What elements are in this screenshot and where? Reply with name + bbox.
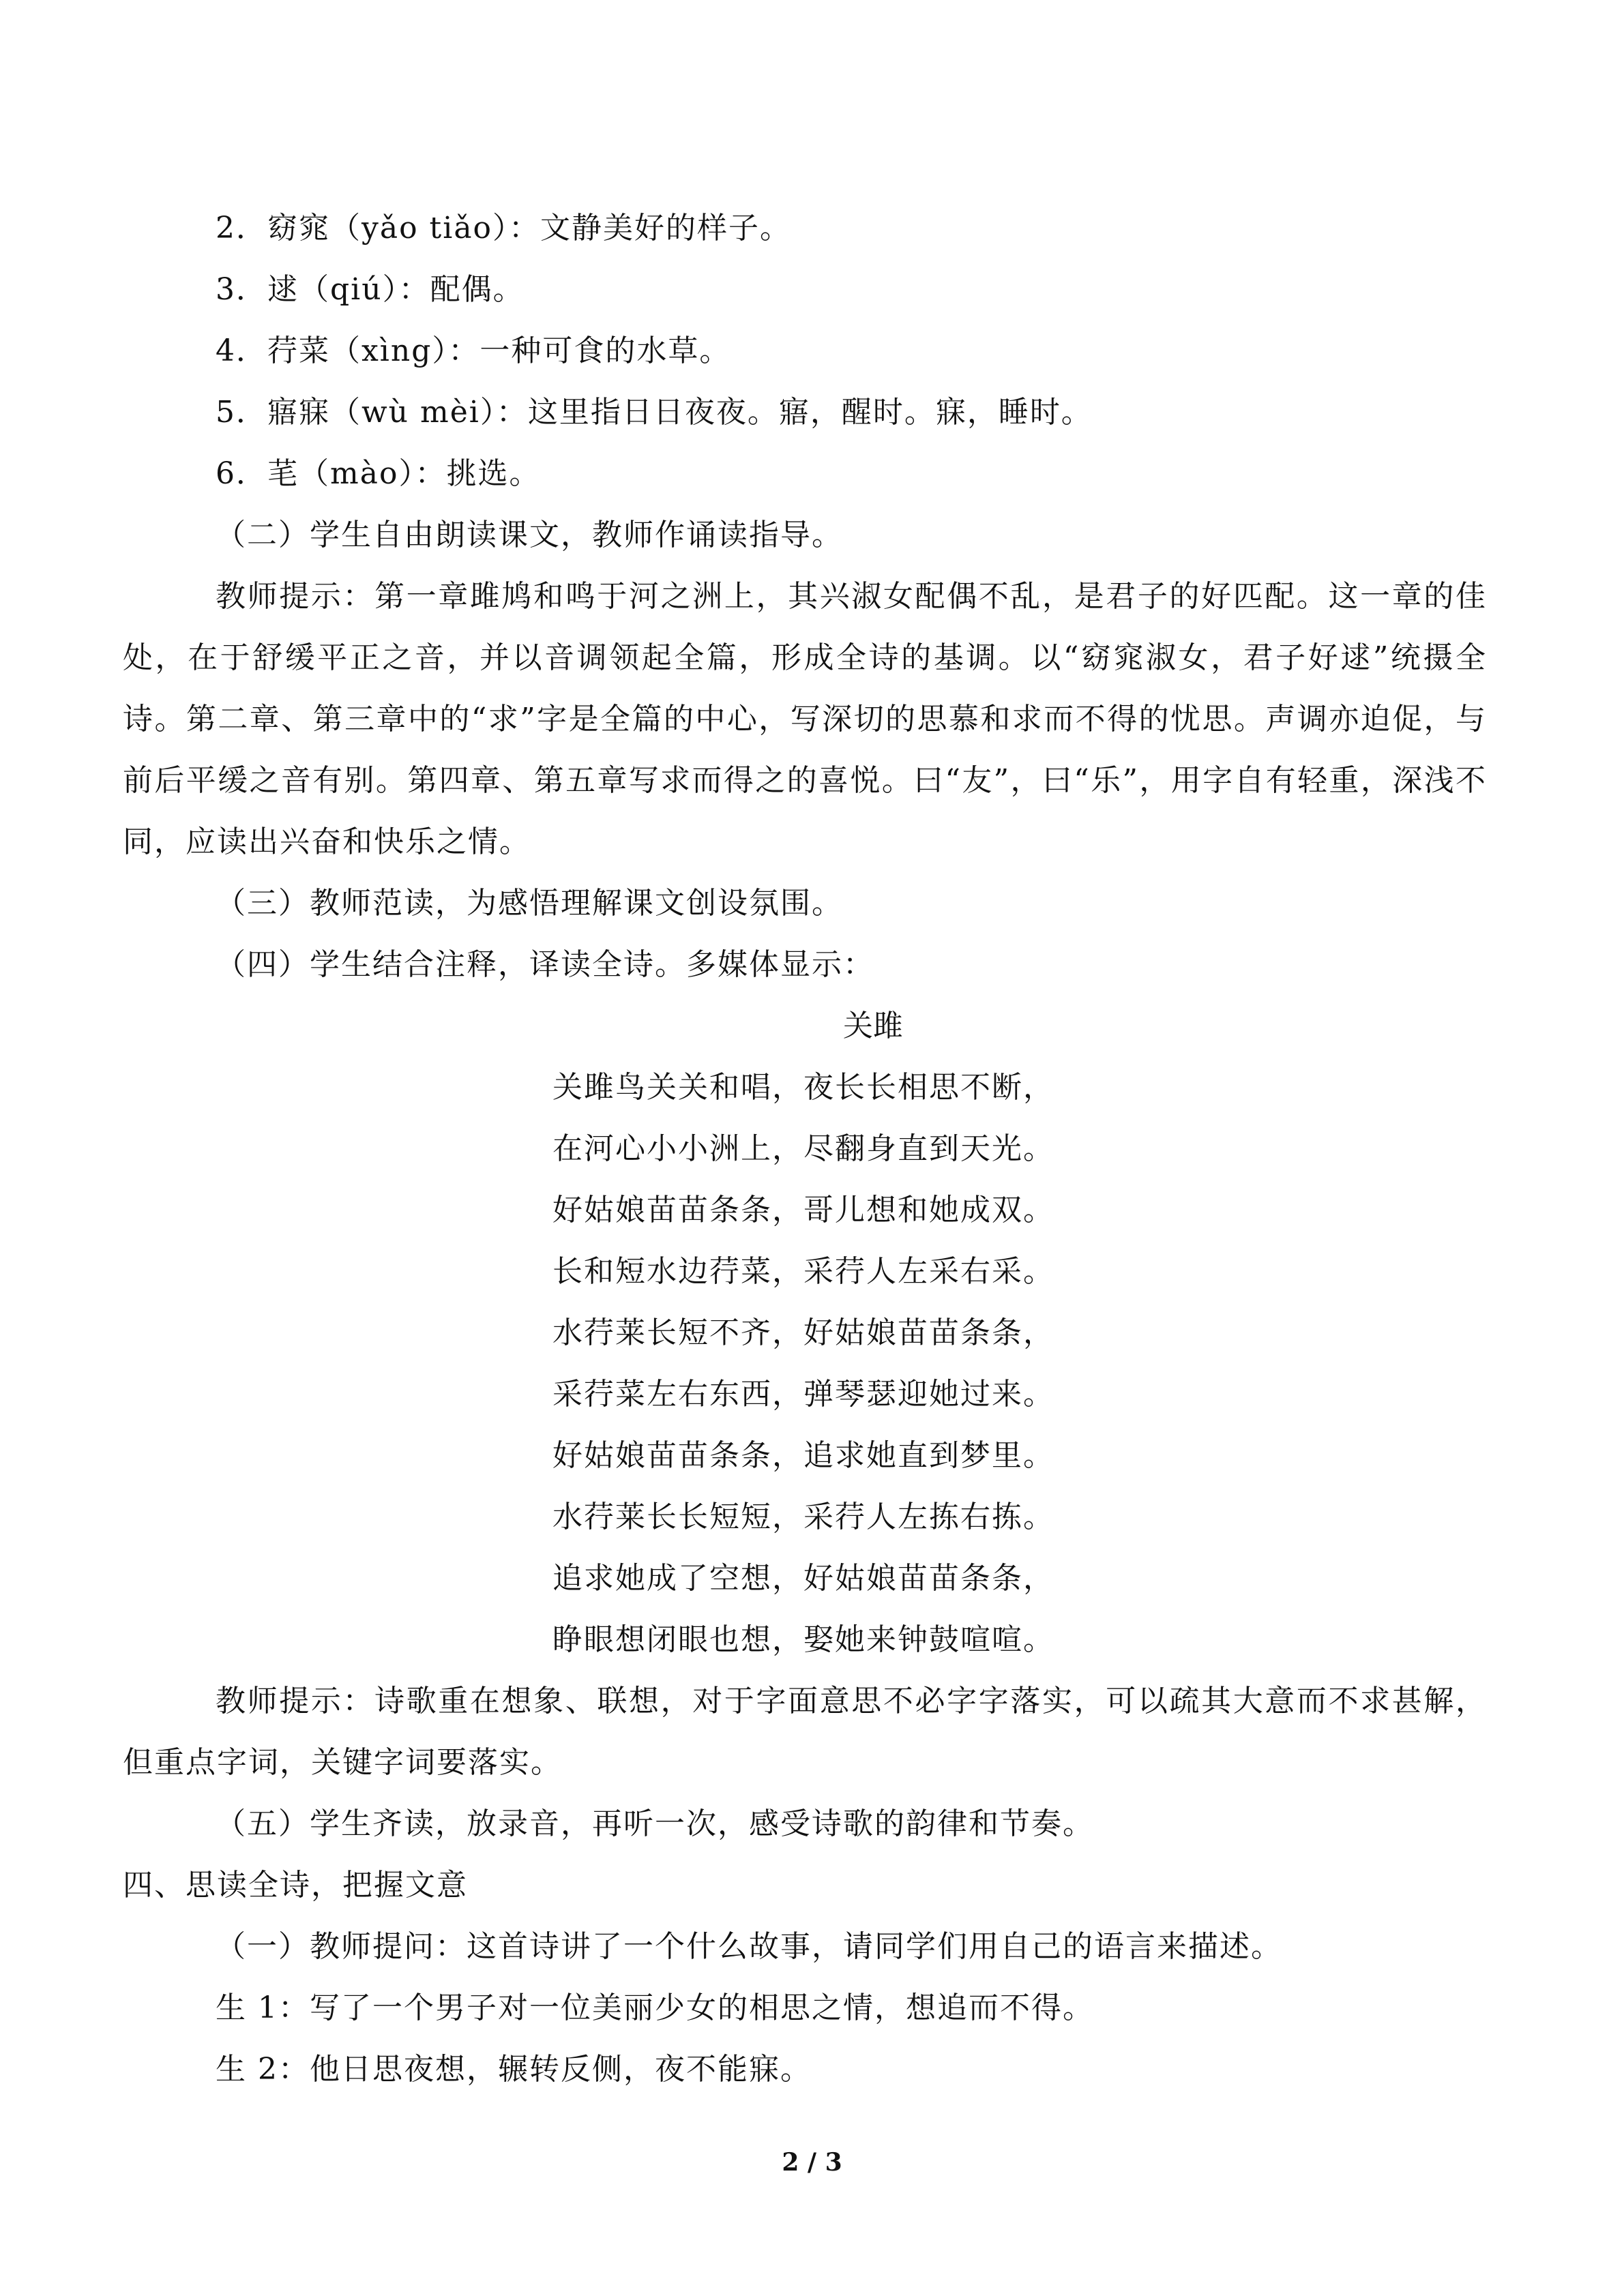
note-item: 2．窈窕（yǎo tiǎo）：文静美好的样子。: [216, 211, 792, 245]
poem-title: 关雎: [843, 1009, 903, 1043]
student-answer-1: 生 1：写了一个男子对一位美丽少女的相思之情，想追而不得。: [216, 1991, 1094, 2025]
poem-line: 长和短水边荇菜，采荇人左采右采。: [552, 1254, 1054, 1289]
poem-line: 关雎鸟关关和唱，夜长长相思不断，: [552, 1070, 1054, 1105]
document-body: [123, 198, 1487, 2100]
poem-line: 好姑娘苗苗条条，哥儿想和她成双。: [552, 1193, 1054, 1227]
poem-line: 采荇菜左右东西，弹琴瑟迎她过来。: [552, 1377, 1054, 1412]
poem-body: [552, 1057, 1487, 1671]
section-heading: 四、思读全诗，把握文意: [123, 1868, 468, 1903]
note-item: 3．逑（qiú）：配偶。: [216, 272, 525, 307]
step-five: （五）学生齐读，放录音，再听一次，感受诗歌的韵律和节奏。: [216, 1806, 1094, 1841]
student-answer-2: 生 2：他日思夜想，辗转反侧，夜不能寐。: [216, 2052, 812, 2087]
teacher-tip-1: 教师提示：第一章雎鸠和鸣于河之洲上，其兴淑女配偶不乱，是君子的好匹配。这一章的佳处，在于舒缓平正之音，并以音调领起全篇，形成全诗的基调。以“窈窕淑女，君子好逑”统摄全诗。第二章、第三章中的“求”字是全篇的中心，写深切的思慕和求而不得的忧思。声调亦迫促，与前后平缓之音有别。第四章、第五章写求而得之的喜悦。曰“友”，曰“乐”，用字自有轻重，深浅不同，应读出兴奋和快乐之情。: [123, 579, 1487, 859]
poem-line: 在河心小小洲上，尽翻身直到天光。: [552, 1131, 1054, 1166]
step-two: （二）学生自由朗读课文，教师作诵读指导。: [216, 518, 843, 552]
teacher-question: （一）教师提问：这首诗讲了一个什么故事，请同学们用自己的语言来描述。: [216, 1929, 1282, 1964]
note-item: 5．寤寐（wù mèi）：这里指日日夜夜。寤，醒时。寐，睡时。: [216, 395, 1093, 430]
teacher-tip-2: 教师提示：诗歌重在想象、联想，对于字面意思不必字字落实，可以疏其大意而不求甚解，但重点字词，关键字词要落实。: [123, 1684, 1487, 1780]
note-item: 6．芼（mào）：挑选。: [216, 456, 541, 491]
poem-line: 水荇莱长长短短，采荇人左拣右拣。: [552, 1500, 1054, 1534]
poem-line: 水荇莱长短不齐，好姑娘苗苗条条，: [552, 1315, 1054, 1350]
poem-line: 睁眼想闭眼也想，娶她来钟鼓喧喧。: [552, 1622, 1054, 1657]
poem-line: 追求她成了空想，好姑娘苗苗条条，: [552, 1561, 1054, 1596]
step-four: （四）学生结合注释，译读全诗。多媒体显示：: [216, 947, 874, 982]
poem-line: 好姑娘苗苗条条，追求她直到梦里。: [552, 1438, 1054, 1473]
page-number: 2 / 3: [782, 2148, 842, 2177]
step-three: （三）教师范读，为感悟理解课文创设氛围。: [216, 886, 843, 921]
note-item: 4．荇菜（xìng）：一种可食的水草。: [216, 333, 731, 368]
